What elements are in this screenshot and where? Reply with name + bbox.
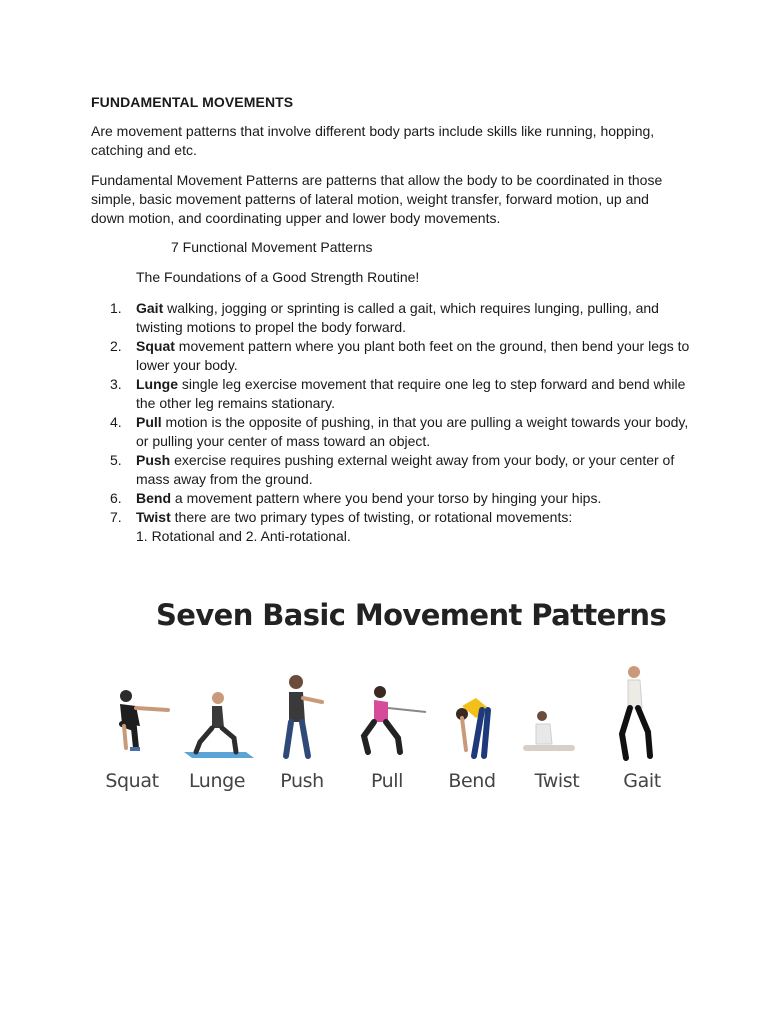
- list-text: a movement pattern where you bend your torso by hinging your hips.: [171, 490, 602, 506]
- list-term: Twist: [136, 509, 171, 525]
- list-number: 5.: [110, 452, 122, 468]
- pull-figure-icon: [364, 686, 426, 752]
- list-number: 2.: [110, 338, 122, 354]
- list-item: [110, 337, 690, 375]
- list-number: 6.: [110, 490, 122, 506]
- bend-figure-icon: [456, 698, 488, 756]
- lunge-figure-icon: [184, 692, 254, 758]
- list-text: motion is the opposite of pushing, in that you are pulling a weight towards your body, or pulling your center of mass toward an object.: [136, 414, 689, 449]
- list-item: [110, 299, 690, 337]
- list-text: there are two primary types of twisting, or rotational movements:: [170, 509, 573, 525]
- infographic-title: Seven Basic Movement Patterns: [156, 598, 667, 632]
- list-number: 3.: [110, 376, 122, 392]
- twist-figure-icon: [526, 711, 572, 748]
- list-item: [110, 489, 690, 508]
- push-figure-icon: [286, 675, 322, 756]
- list-text: walking, jogging or sprinting is called a gait, which requires lunging, pulling, and twisting motions to propel the body forward.: [136, 300, 659, 335]
- label-bend: Bend: [448, 770, 496, 792]
- list-number: 4.: [110, 414, 122, 430]
- list-term: Push: [136, 452, 171, 468]
- label-twist: Twist: [534, 770, 580, 792]
- label-squat: Squat: [105, 770, 159, 792]
- page-title: FUNDAMENTAL MOVEMENTS: [91, 94, 294, 110]
- gait-figure-icon: [622, 666, 650, 758]
- list-term: Gait: [136, 300, 164, 316]
- list-term: Lunge: [136, 376, 178, 392]
- definition-paragraph: Fundamental Movement Patterns are patterns that allow the body to be coordinated in those simple, basic movement patterns of lateral motion, weight transfer, forward motion, up and down motion, and coordinating upper and lower body movements.: [91, 172, 663, 226]
- list-term: Pull: [136, 414, 162, 430]
- intro-paragraph: Are movement patterns that involve different body parts include skills like running, hopping, catching and etc.: [91, 123, 655, 158]
- label-lunge: Lunge: [188, 770, 246, 792]
- list-text: exercise requires pushing external weight away from your body, or your center of mass away from the ground.: [136, 452, 675, 487]
- section-tagline: The Foundations of a Good Strength Routine!: [136, 269, 420, 285]
- list-item: [110, 451, 690, 489]
- list-item: [110, 508, 690, 546]
- movement-figures: [96, 652, 676, 767]
- label-push: Push: [280, 770, 324, 792]
- label-gait: Gait: [623, 770, 661, 792]
- list-text-continued: 1. Rotational and 2. Anti-rotational.: [136, 528, 351, 544]
- list-text: movement pattern where you plant both feet on the ground, then bend your legs to lower your body.: [136, 338, 690, 373]
- movement-list: [110, 299, 690, 546]
- list-text: single leg exercise movement that require one leg to step forward and bend while the other leg remains stationary.: [136, 376, 686, 411]
- list-number: 1.: [110, 300, 122, 316]
- list-item: [110, 413, 690, 451]
- list-term: Bend: [136, 490, 171, 506]
- movement-patterns-infographic: [96, 598, 676, 808]
- list-number: 7.: [110, 509, 122, 525]
- section-subtitle: 7 Functional Movement Patterns: [171, 239, 373, 255]
- list-item: [110, 375, 690, 413]
- list-term: Squat: [136, 338, 175, 354]
- label-pull: Pull: [370, 770, 404, 792]
- squat-figure-icon: [120, 690, 168, 751]
